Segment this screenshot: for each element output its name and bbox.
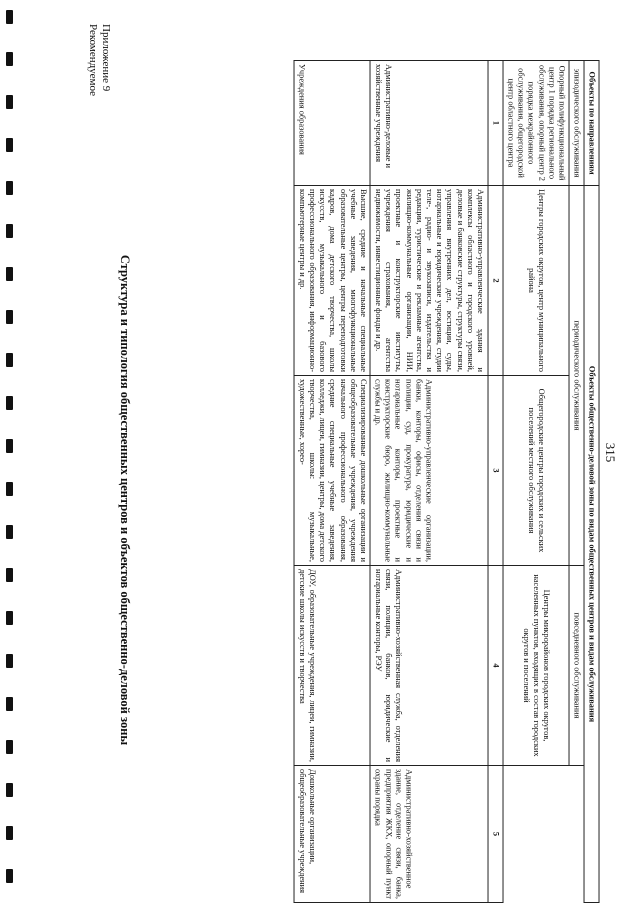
cell-local: Административно-хозяйственная служба, отделения связи, полиции, банков, юридические и нотариальные конторы, РЭУ bbox=[370, 566, 487, 766]
page-number: 315 bbox=[603, 442, 618, 463]
header-group-row bbox=[584, 61, 599, 903]
cell-periodic: Административно-управленческие организации, банки, конторы, офисы, отделения связи и полиции, суд, прокуратура, юридические и нотариальные конторы, проектные и конструкторские бюро, жилищно-коммунальные службы и др. bbox=[370, 376, 487, 566]
column-number: 1 bbox=[488, 61, 503, 186]
column-number: 5 bbox=[488, 766, 503, 903]
table-row bbox=[294, 61, 370, 903]
appendix-number: Приложение 9 bbox=[100, 24, 112, 92]
header-objects: Объекты по направлениям bbox=[584, 61, 599, 186]
column-number: 2 bbox=[488, 186, 503, 376]
header-subtype-row bbox=[503, 61, 569, 903]
header-periodic: периодического обслуживания bbox=[569, 186, 584, 566]
cell-local: ДОУ, образовательные учреждения, лицеи, гимназии, детские школы искусств и творчества bbox=[294, 566, 370, 766]
header-episodic: эпизодического обслуживания bbox=[569, 61, 584, 186]
document-title: Структура и типология общественных центров и объектов общественно-деловой зоны bbox=[118, 254, 132, 746]
cell-episodic: Административно-управленческие здания и комплексы областного и городского уровней, деловые и банковские структуры, структуры связи, управления внутренних дел, юстиции, суды, нотариальные и юридические учреждения, студии теле-, радио- и звукозаписи, издательства и редакции, туристические и рекламные агентства, жилищно-коммунальные организации, НИИ, проектные и конструкторские институты, учреждения страхования, агентства недвижимости, инвестиционные фонды и др. bbox=[370, 186, 487, 376]
cell-daily: Дошкольные организации, общеобразовательные учреждения bbox=[294, 766, 370, 903]
table-row bbox=[370, 61, 487, 903]
cell-episodic: Высшие, средние и начальные специальные учебные заведения, многофункциональные образовательные центры, центры переподготовки кадров, дома детского творчества, школы искусств, музыкального и базового профессионального образования, информационно-компьютерные центры и др. bbox=[294, 186, 370, 376]
column-number: 4 bbox=[488, 566, 503, 766]
cell-daily: Административно-хозяйственное здание, отделение связи, банка, предприятия ЖКХ, опорный пункт охраны порядка bbox=[370, 766, 487, 903]
column-number: 3 bbox=[488, 376, 503, 566]
column-number-row bbox=[488, 61, 503, 903]
header-periodic-centers-1: Центры городских округов, центр муниципального района bbox=[503, 186, 569, 376]
header-episodic-centers: Опорный полифункциональный центр 1 порядка регионального обслуживания, опорный центр 2 порядка межрайонного обслуживания, общегородской центр областного центра bbox=[503, 61, 569, 186]
header-periodic-centers-2: Общегородские центры городских и сельских поселений местного обслуживания bbox=[503, 376, 569, 566]
header-daily-centers: Центры микрорайонов городских округов, населенных пунктов, входящих в состав городских округов и поселений bbox=[503, 566, 569, 766]
header-service-row bbox=[569, 61, 584, 903]
cell-category: Административно-деловые и хозяйственные учреждения bbox=[370, 61, 487, 186]
cell-category: Учреждения образования bbox=[294, 61, 370, 186]
header-group: Объекты общественно-деловой зоны по видам общественных центров и видам обслуживания bbox=[584, 186, 599, 903]
cell-periodic: Специализированные дошкольные организации и общеобразовательные учреждения, учреждения начального профессионального образования, средние специальные учебные заведения, колледжи, лицеи, гимназии, центры, дома детского творчества, школы: музыкальные, художественные, хорео- bbox=[294, 376, 370, 566]
appendix-status: Рекомендуемое bbox=[87, 24, 99, 96]
appendix-note bbox=[86, 24, 112, 96]
services-table bbox=[294, 60, 600, 903]
header-daily: повседневного обслуживания bbox=[569, 566, 584, 766]
